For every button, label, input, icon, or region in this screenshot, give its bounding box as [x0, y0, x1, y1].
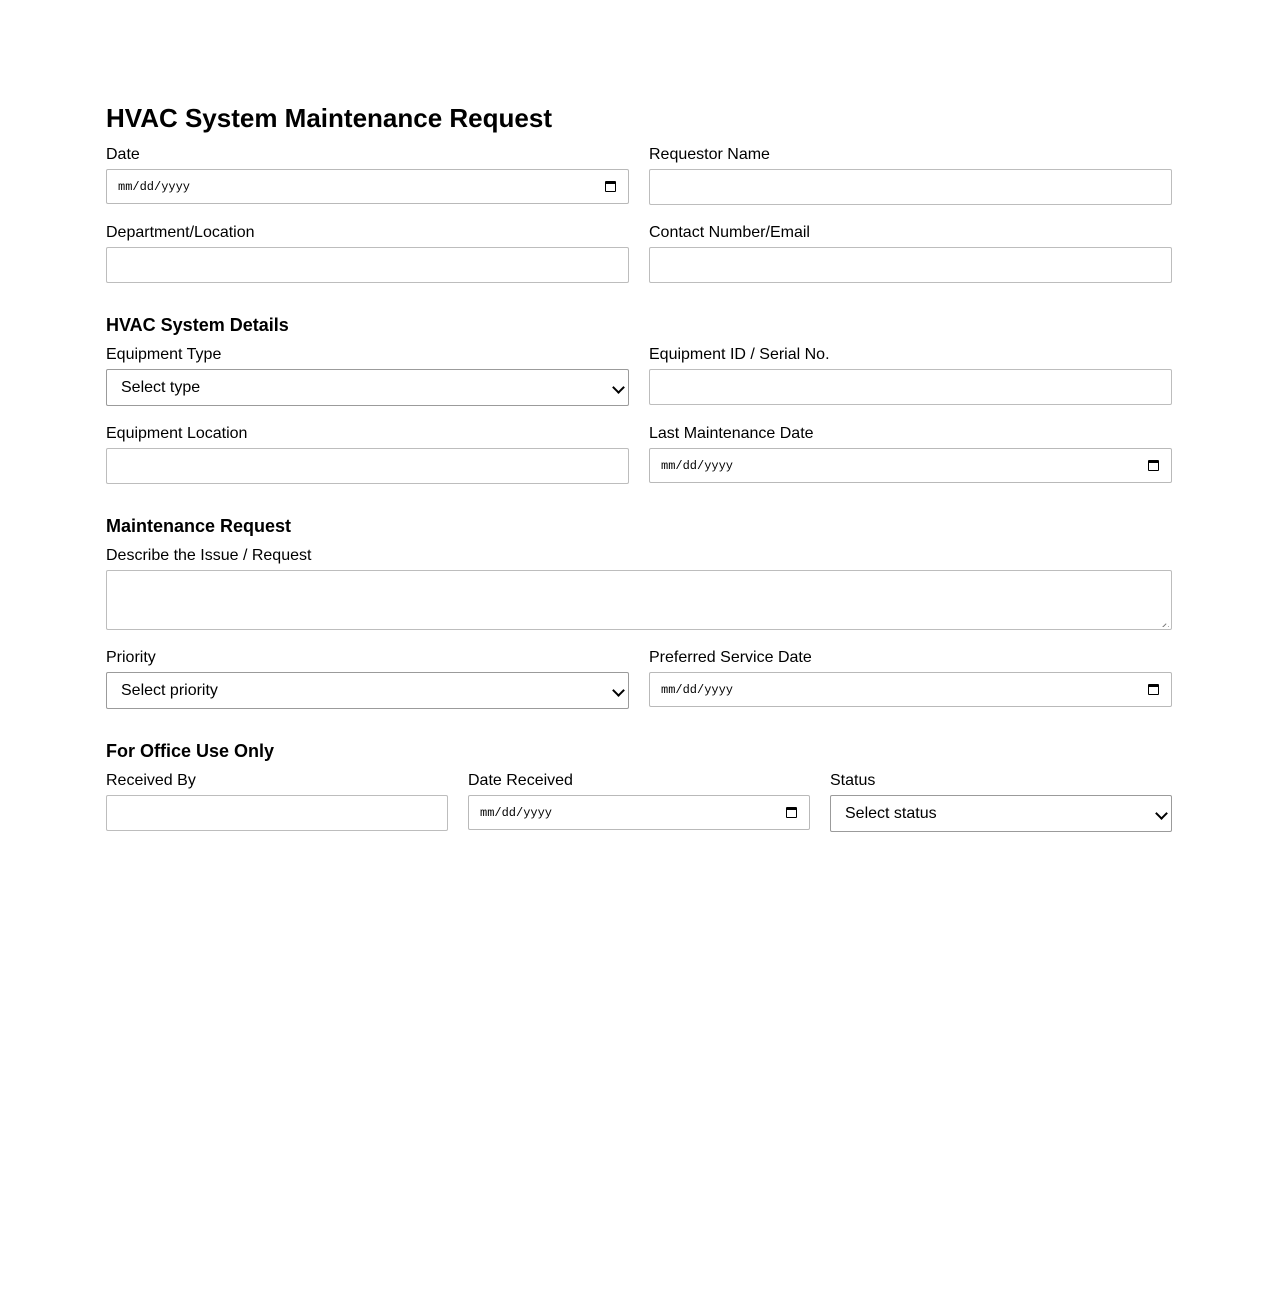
equipment-type-label: Equipment Type — [106, 346, 222, 363]
office-use-heading: For Office Use Only — [106, 741, 275, 761]
date-received-placeholder: mm/dd/yyyy — [480, 806, 553, 820]
date-received-field — [468, 771, 810, 820]
status-label: Status — [830, 772, 876, 789]
priority-select[interactable] — [106, 672, 629, 709]
requestor-name-label: Requestor Name — [649, 146, 770, 163]
calendar-icon[interactable] — [1148, 460, 1159, 471]
calendar-icon[interactable] — [605, 181, 616, 192]
calendar-icon[interactable] — [786, 807, 797, 818]
requestor-name-input[interactable] — [649, 169, 1172, 205]
maintenance-request-heading: Maintenance Request — [106, 516, 292, 536]
requestor-name-field — [649, 145, 1172, 165]
received-by-field — [106, 771, 448, 791]
date-field — [106, 145, 629, 194]
contact-input[interactable] — [649, 247, 1172, 283]
equipment-type-select[interactable] — [106, 369, 629, 406]
status-selected: Select status — [845, 805, 937, 822]
equipment-type-field — [106, 345, 629, 396]
issue-label: Describe the Issue / Request — [106, 547, 312, 564]
date-received-input[interactable] — [468, 795, 810, 830]
preferred-date-label: Preferred Service Date — [649, 649, 812, 666]
priority-label: Priority — [106, 649, 156, 666]
equipment-location-input[interactable] — [106, 448, 629, 484]
equipment-id-label: Equipment ID / Serial No. — [649, 346, 830, 363]
last-maintenance-date-label: Last Maintenance Date — [649, 425, 814, 442]
received-by-input[interactable] — [106, 795, 448, 831]
equipment-id-input[interactable] — [649, 369, 1172, 405]
last-maintenance-date-placeholder: mm/dd/yyyy — [661, 459, 734, 473]
priority-field — [106, 648, 629, 699]
priority-selected: Select priority — [121, 682, 218, 699]
preferred-date-placeholder: mm/dd/yyyy — [661, 683, 734, 697]
equipment-id-field — [649, 345, 1172, 365]
contact-label: Contact Number/Email — [649, 224, 810, 241]
chevron-down-icon — [612, 381, 625, 394]
date-placeholder: mm/dd/yyyy — [118, 180, 191, 194]
date-received-label: Date Received — [468, 772, 573, 789]
resize-handle-icon[interactable] — [1160, 618, 1169, 627]
page-title: HVAC System Maintenance Request — [106, 103, 552, 133]
equipment-type-selected: Select type — [121, 379, 201, 396]
equipment-location-label: Equipment Location — [106, 425, 248, 442]
department-field — [106, 223, 629, 243]
received-by-label: Received By — [106, 772, 196, 789]
last-maintenance-date-input[interactable] — [649, 448, 1172, 483]
preferred-date-input[interactable] — [649, 672, 1172, 707]
date-label: Date — [106, 146, 140, 163]
calendar-icon[interactable] — [1148, 684, 1159, 695]
status-field — [830, 771, 1172, 822]
chevron-down-icon — [612, 684, 625, 697]
last-maintenance-date-field — [649, 424, 1172, 473]
date-input[interactable] — [106, 169, 629, 204]
status-select[interactable] — [830, 795, 1172, 832]
issue-field — [106, 546, 1172, 566]
hvac-details-heading: HVAC System Details — [106, 315, 289, 335]
department-label: Department/Location — [106, 224, 255, 241]
contact-field — [649, 223, 1172, 243]
department-input[interactable] — [106, 247, 629, 283]
issue-textarea[interactable] — [106, 570, 1172, 630]
equipment-location-field — [106, 424, 629, 444]
chevron-down-icon — [1155, 807, 1168, 820]
preferred-date-field — [649, 648, 1172, 697]
